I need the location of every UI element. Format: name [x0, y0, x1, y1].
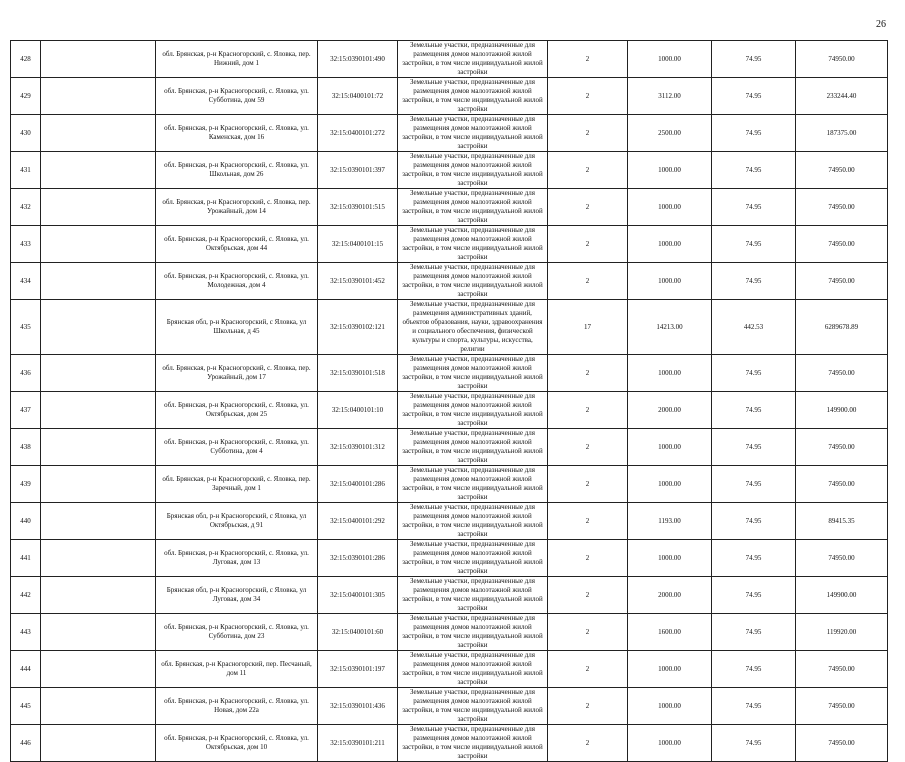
cadastral-number-cell: 32:15:0390101:397 — [318, 152, 398, 189]
address-cell: обл. Брянская, р-н Красногорский, с. Яловка, ул. Каменская, дом 16 — [156, 115, 318, 152]
cadastral-value-cell: 74950.00 — [796, 688, 888, 725]
land-purpose-cell: Земельные участки, предназначенные для размещения домов малоэтажной жилой застройки, в том числе индивидуальной жилой застройки — [398, 503, 548, 540]
row-number-cell: 442 — [11, 577, 41, 614]
row-number-cell: 440 — [11, 503, 41, 540]
address-cell: обл. Брянская, р-н Красногорский, с. Яловка, ул. Субботина, дом 59 — [156, 78, 318, 115]
cadastral-value-cell: 187375.00 — [796, 115, 888, 152]
address-cell: Брянская обл, р-н Красногорский, с Яловка, ул Школьная, д 45 — [156, 300, 318, 355]
spacer-cell — [41, 503, 156, 540]
purpose-code-cell: 2 — [548, 355, 628, 392]
cadastral-number-cell: 32:15:0400101:72 — [318, 78, 398, 115]
address-cell: обл. Брянская, р-н Красногорский, с. Яловка, пер. Урожайный, дом 14 — [156, 189, 318, 226]
cadastral-number-cell: 32:15:0400101:292 — [318, 503, 398, 540]
cadastral-value-cell: 74950.00 — [796, 41, 888, 78]
land-purpose-cell: Земельные участки, предназначенные для размещения домов малоэтажной жилой застройки, в том числе индивидуальной жилой застройки — [398, 226, 548, 263]
land-purpose-cell: Земельные участки, предназначенные для размещения домов малоэтажной жилой застройки, в том числе индивидуальной жилой застройки — [398, 688, 548, 725]
address-cell: обл. Брянская, р-н Красногорский, с. Яловка, ул. Октябрьская, дом 10 — [156, 725, 318, 762]
table-row — [11, 725, 888, 762]
cadastral-value-cell: 74950.00 — [796, 466, 888, 503]
address-cell: обл. Брянская, р-н Красногорский, с. Яловка, ул. Октябрьская, дом 44 — [156, 226, 318, 263]
purpose-code-cell: 2 — [548, 226, 628, 263]
land-purpose-cell: Земельные участки, предназначенные для размещения домов малоэтажной жилой застройки, в том числе индивидуальной жилой застройки — [398, 540, 548, 577]
table-row — [11, 688, 888, 725]
table-row — [11, 115, 888, 152]
cadastral-value-cell: 74950.00 — [796, 226, 888, 263]
area-cell: 1000.00 — [628, 651, 712, 688]
row-number-cell: 432 — [11, 189, 41, 226]
address-cell: обл. Брянская, р-н Красногорский, с. Яловка, пер. Нижний, дом 1 — [156, 41, 318, 78]
specific-value-cell: 74.95 — [712, 688, 796, 725]
cadastral-value-cell: 74950.00 — [796, 152, 888, 189]
spacer-cell — [41, 466, 156, 503]
cadastral-number-cell: 32:15:0390101:286 — [318, 540, 398, 577]
cadastral-value-cell: 119920.00 — [796, 614, 888, 651]
cadastral-number-cell: 32:15:0390102:121 — [318, 300, 398, 355]
land-purpose-cell: Земельные участки, предназначенные для размещения домов малоэтажной жилой застройки, в том числе индивидуальной жилой застройки — [398, 614, 548, 651]
table-row — [11, 651, 888, 688]
purpose-code-cell: 2 — [548, 78, 628, 115]
cadastral-number-cell: 32:15:0390101:515 — [318, 189, 398, 226]
specific-value-cell: 74.95 — [712, 78, 796, 115]
purpose-code-cell: 2 — [548, 263, 628, 300]
land-purpose-cell: Земельные участки, предназначенные для размещения домов малоэтажной жилой застройки, в том числе индивидуальной жилой застройки — [398, 577, 548, 614]
purpose-code-cell: 2 — [548, 577, 628, 614]
spacer-cell — [41, 614, 156, 651]
row-number-cell: 438 — [11, 429, 41, 466]
address-cell: обл. Брянская, р-н Красногорский, пер. Песчаный, дом 11 — [156, 651, 318, 688]
spacer-cell — [41, 725, 156, 762]
land-purpose-cell: Земельные участки, предназначенные для размещения административных зданий, объектов образования, науки, здравоохранения и социального обеспечения, физической культуры и спорта, культуры, искусства, религии — [398, 300, 548, 355]
purpose-code-cell: 2 — [548, 41, 628, 78]
purpose-code-cell: 2 — [548, 115, 628, 152]
cadastral-value-cell: 74950.00 — [796, 725, 888, 762]
cadastral-number-cell: 32:15:0400101:15 — [318, 226, 398, 263]
spacer-cell — [41, 651, 156, 688]
spacer-cell — [41, 152, 156, 189]
land-purpose-cell: Земельные участки, предназначенные для размещения домов малоэтажной жилой застройки, в том числе индивидуальной жилой застройки — [398, 41, 548, 78]
spacer-cell — [41, 577, 156, 614]
purpose-code-cell: 2 — [548, 503, 628, 540]
purpose-code-cell: 2 — [548, 725, 628, 762]
area-cell: 1000.00 — [628, 725, 712, 762]
land-purpose-cell: Земельные участки, предназначенные для размещения домов малоэтажной жилой застройки, в том числе индивидуальной жилой застройки — [398, 429, 548, 466]
row-number-cell: 441 — [11, 540, 41, 577]
area-cell: 1000.00 — [628, 41, 712, 78]
specific-value-cell: 74.95 — [712, 189, 796, 226]
specific-value-cell: 74.95 — [712, 392, 796, 429]
table-row — [11, 577, 888, 614]
specific-value-cell: 74.95 — [712, 651, 796, 688]
page-number: 26 — [876, 19, 886, 30]
row-number-cell: 439 — [11, 466, 41, 503]
cadastral-value-cell: 233244.40 — [796, 78, 888, 115]
specific-value-cell: 442.53 — [712, 300, 796, 355]
spacer-cell — [41, 540, 156, 577]
table-row — [11, 355, 888, 392]
row-number-cell: 437 — [11, 392, 41, 429]
specific-value-cell: 74.95 — [712, 355, 796, 392]
spacer-cell — [41, 115, 156, 152]
cadastral-number-cell: 32:15:0390101:436 — [318, 688, 398, 725]
land-purpose-cell: Земельные участки, предназначенные для размещения домов малоэтажной жилой застройки, в том числе индивидуальной жилой застройки — [398, 189, 548, 226]
specific-value-cell: 74.95 — [712, 503, 796, 540]
table-row — [11, 226, 888, 263]
address-cell: обл. Брянская, р-н Красногорский, с. Яловка, ул. Октябрьская, дом 25 — [156, 392, 318, 429]
area-cell: 1000.00 — [628, 355, 712, 392]
area-cell: 14213.00 — [628, 300, 712, 355]
area-cell: 3112.00 — [628, 78, 712, 115]
cadastral-number-cell: 32:15:0400101:305 — [318, 577, 398, 614]
cadastral-number-cell: 32:15:0400101:286 — [318, 466, 398, 503]
land-purpose-cell: Земельные участки, предназначенные для размещения домов малоэтажной жилой застройки, в том числе индивидуальной жилой застройки — [398, 78, 548, 115]
cadastral-number-cell: 32:15:0390101:211 — [318, 725, 398, 762]
cadastral-number-cell: 32:15:0390101:312 — [318, 429, 398, 466]
land-purpose-cell: Земельные участки, предназначенные для размещения домов малоэтажной жилой застройки, в том числе индивидуальной жилой застройки — [398, 152, 548, 189]
address-cell: Брянская обл, р-н Красногорский, с Яловка, ул Луговая, дом 34 — [156, 577, 318, 614]
specific-value-cell: 74.95 — [712, 725, 796, 762]
address-cell: обл. Брянская, р-н Красногорский, с. Яловка, ул. Молодежная, дом 4 — [156, 263, 318, 300]
area-cell: 1000.00 — [628, 540, 712, 577]
address-cell: обл. Брянская, р-н Красногорский, с. Яловка, ул. Субботина, дом 4 — [156, 429, 318, 466]
land-purpose-cell: Земельные участки, предназначенные для размещения домов малоэтажной жилой застройки, в том числе индивидуальной жилой застройки — [398, 466, 548, 503]
purpose-code-cell: 2 — [548, 540, 628, 577]
spacer-cell — [41, 355, 156, 392]
area-cell: 2500.00 — [628, 115, 712, 152]
cadastral-number-cell: 32:15:0390101:518 — [318, 355, 398, 392]
specific-value-cell: 74.95 — [712, 226, 796, 263]
spacer-cell — [41, 300, 156, 355]
address-cell: обл. Брянская, р-н Красногорский, с. Яловка, пер. Урожайный, дом 17 — [156, 355, 318, 392]
land-purpose-cell: Земельные участки, предназначенные для размещения домов малоэтажной жилой застройки, в том числе индивидуальной жилой застройки — [398, 355, 548, 392]
purpose-code-cell: 2 — [548, 466, 628, 503]
specific-value-cell: 74.95 — [712, 577, 796, 614]
cadastral-number-cell: 32:15:0390101:490 — [318, 41, 398, 78]
specific-value-cell: 74.95 — [712, 466, 796, 503]
row-number-cell: 435 — [11, 300, 41, 355]
spacer-cell — [41, 189, 156, 226]
land-purpose-cell: Земельные участки, предназначенные для размещения домов малоэтажной жилой застройки, в том числе индивидуальной жилой застройки — [398, 651, 548, 688]
row-number-cell: 428 — [11, 41, 41, 78]
purpose-code-cell: 2 — [548, 152, 628, 189]
area-cell: 1000.00 — [628, 688, 712, 725]
purpose-code-cell: 17 — [548, 300, 628, 355]
table-row — [11, 300, 888, 355]
table-row — [11, 41, 888, 78]
specific-value-cell: 74.95 — [712, 41, 796, 78]
row-number-cell: 429 — [11, 78, 41, 115]
row-number-cell: 430 — [11, 115, 41, 152]
area-cell: 2000.00 — [628, 392, 712, 429]
spacer-cell — [41, 392, 156, 429]
spacer-cell — [41, 688, 156, 725]
area-cell: 1000.00 — [628, 189, 712, 226]
address-cell: обл. Брянская, р-н Красногорский, с. Яловка, ул. Новая, дом 22а — [156, 688, 318, 725]
cadastral-number-cell: 32:15:0390101:452 — [318, 263, 398, 300]
area-cell: 1000.00 — [628, 263, 712, 300]
specific-value-cell: 74.95 — [712, 115, 796, 152]
specific-value-cell: 74.95 — [712, 263, 796, 300]
address-cell: обл. Брянская, р-н Красногорский, с. Яловка, ул. Школьная, дом 26 — [156, 152, 318, 189]
table-row — [11, 540, 888, 577]
purpose-code-cell: 2 — [548, 392, 628, 429]
table-row — [11, 429, 888, 466]
row-number-cell: 434 — [11, 263, 41, 300]
purpose-code-cell: 2 — [548, 688, 628, 725]
table-row — [11, 392, 888, 429]
specific-value-cell: 74.95 — [712, 540, 796, 577]
purpose-code-cell: 2 — [548, 429, 628, 466]
specific-value-cell: 74.95 — [712, 614, 796, 651]
row-number-cell: 443 — [11, 614, 41, 651]
purpose-code-cell: 2 — [548, 189, 628, 226]
row-number-cell: 436 — [11, 355, 41, 392]
cadastral-value-cell: 89415.35 — [796, 503, 888, 540]
cadastral-value-cell: 149900.00 — [796, 392, 888, 429]
area-cell: 2000.00 — [628, 577, 712, 614]
row-number-cell: 433 — [11, 226, 41, 263]
cadastral-value-cell: 74950.00 — [796, 263, 888, 300]
table-row — [11, 263, 888, 300]
cadastral-number-cell: 32:15:0390101:197 — [318, 651, 398, 688]
address-cell: обл. Брянская, р-н Красногорский, с. Яловка, ул. Луговая, дом 13 — [156, 540, 318, 577]
address-cell: обл. Брянская, р-н Красногорский, с. Яловка, пер. Заречный, дом 1 — [156, 466, 318, 503]
spacer-cell — [41, 263, 156, 300]
spacer-cell — [41, 226, 156, 263]
cadastral-value-cell: 74950.00 — [796, 651, 888, 688]
land-purpose-cell: Земельные участки, предназначенные для размещения домов малоэтажной жилой застройки, в том числе индивидуальной жилой застройки — [398, 263, 548, 300]
cadastral-value-cell: 6289678.89 — [796, 300, 888, 355]
cadastral-number-cell: 32:15:0400101:272 — [318, 115, 398, 152]
table-row — [11, 152, 888, 189]
address-cell: обл. Брянская, р-н Красногорский, с. Яловка, ул. Субботина, дом 23 — [156, 614, 318, 651]
purpose-code-cell: 2 — [548, 651, 628, 688]
row-number-cell: 444 — [11, 651, 41, 688]
specific-value-cell: 74.95 — [712, 152, 796, 189]
land-purpose-cell: Земельные участки, предназначенные для размещения домов малоэтажной жилой застройки, в том числе индивидуальной жилой застройки — [398, 115, 548, 152]
cadastral-value-cell: 74950.00 — [796, 355, 888, 392]
area-cell: 1000.00 — [628, 152, 712, 189]
land-purpose-cell: Земельные участки, предназначенные для размещения домов малоэтажной жилой застройки, в том числе индивидуальной жилой застройки — [398, 392, 548, 429]
specific-value-cell: 74.95 — [712, 429, 796, 466]
spacer-cell — [41, 78, 156, 115]
table-row — [11, 503, 888, 540]
land-registry-table — [10, 40, 888, 762]
area-cell: 1000.00 — [628, 466, 712, 503]
cadastral-number-cell: 32:15:0400101:60 — [318, 614, 398, 651]
row-number-cell: 431 — [11, 152, 41, 189]
area-cell: 1193.00 — [628, 503, 712, 540]
area-cell: 1600.00 — [628, 614, 712, 651]
area-cell: 1000.00 — [628, 226, 712, 263]
address-cell: Брянская обл, р-н Красногорский, с Яловка, ул Октябрьская, д 91 — [156, 503, 318, 540]
spacer-cell — [41, 429, 156, 466]
row-number-cell: 446 — [11, 725, 41, 762]
row-number-cell: 445 — [11, 688, 41, 725]
table-row — [11, 189, 888, 226]
table-body — [11, 41, 888, 762]
purpose-code-cell: 2 — [548, 614, 628, 651]
land-purpose-cell: Земельные участки, предназначенные для размещения домов малоэтажной жилой застройки, в том числе индивидуальной жилой застройки — [398, 725, 548, 762]
cadastral-value-cell: 149900.00 — [796, 577, 888, 614]
cadastral-value-cell: 74950.00 — [796, 189, 888, 226]
cadastral-number-cell: 32:15:0400101:10 — [318, 392, 398, 429]
area-cell: 1000.00 — [628, 429, 712, 466]
cadastral-value-cell: 74950.00 — [796, 429, 888, 466]
table-row — [11, 78, 888, 115]
table-row — [11, 466, 888, 503]
cadastral-value-cell: 74950.00 — [796, 540, 888, 577]
table-row — [11, 614, 888, 651]
spacer-cell — [41, 41, 156, 78]
